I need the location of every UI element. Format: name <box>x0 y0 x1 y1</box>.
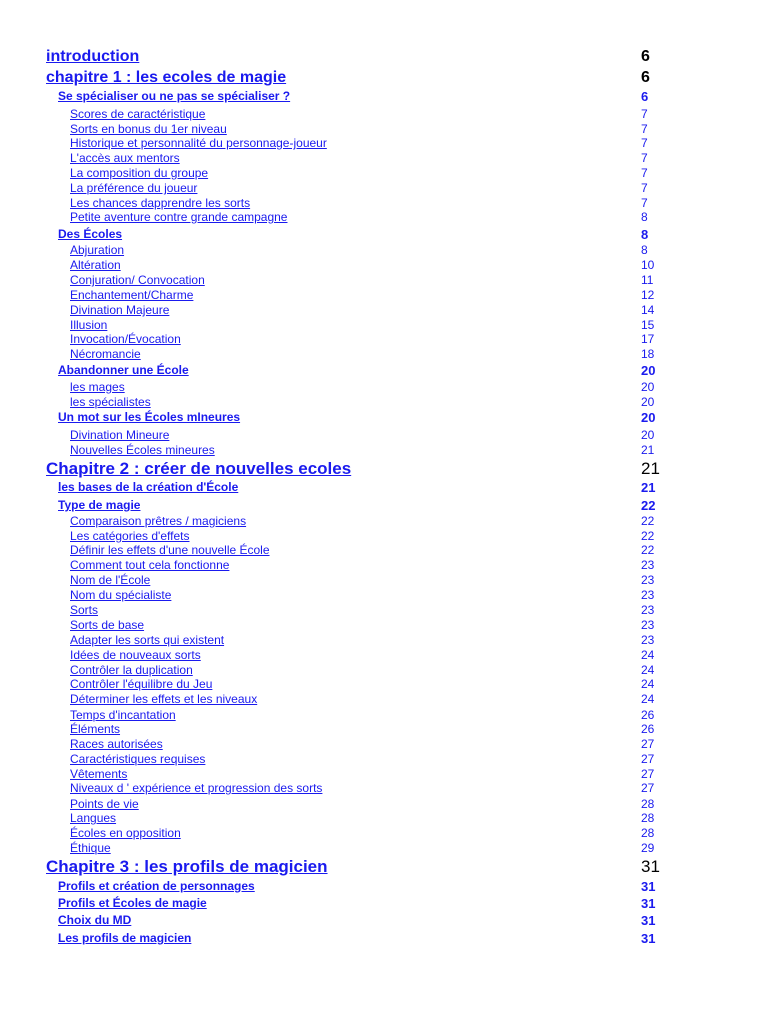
toc-entry-link[interactable]: Idées de nouveaux sorts <box>70 648 201 662</box>
toc-page-number: 29 <box>641 841 655 855</box>
toc-entry-link[interactable]: Éléments <box>70 722 121 736</box>
toc-page-number: 22 <box>641 543 655 557</box>
toc-page-number: 7 <box>641 166 648 180</box>
toc-page-number: 8 <box>641 243 648 257</box>
toc-page-number: 31 <box>641 896 656 911</box>
toc-entry-link[interactable]: Comparaison prêtres / magiciens <box>70 514 247 528</box>
toc-entry-link[interactable]: Temps d'incantation <box>70 708 176 722</box>
toc-entry-link[interactable]: Les catégories d'effets <box>70 529 190 543</box>
toc-page-number: 28 <box>641 826 655 840</box>
toc-page-number: 12 <box>641 288 655 302</box>
toc-entry-link[interactable]: Enchantement/Charme <box>70 288 194 302</box>
toc-page-number: 28 <box>641 797 655 811</box>
toc-page-number: 31 <box>641 931 656 946</box>
toc-entry-link[interactable]: Écoles en opposition <box>70 826 181 840</box>
toc-page-number: 27 <box>641 767 655 781</box>
toc-page-number: 31 <box>641 879 656 894</box>
toc-entry-link[interactable]: Vêtements <box>70 767 128 781</box>
toc-entry-link[interactable]: Petite aventure contre grande campagne <box>70 210 288 224</box>
toc-page-number: 6 <box>641 89 649 104</box>
toc-entry-link[interactable]: Définir les effets d'une nouvelle École <box>70 543 270 557</box>
toc-entry-link[interactable]: Contrôler la duplication <box>70 663 193 677</box>
toc-entry-link[interactable]: Déterminer les effets et les niveaux <box>70 692 258 706</box>
toc-page-number: 20 <box>641 380 655 394</box>
toc-entry-link[interactable]: Invocation/Évocation <box>70 332 181 346</box>
toc-entry-link[interactable]: Nouvelles Écoles mineures <box>70 443 215 457</box>
toc-entry-link[interactable]: La préférence du joueur <box>70 181 198 195</box>
toc-entry-link[interactable]: Les profils de magicien <box>58 931 192 945</box>
toc-page-number: 14 <box>641 303 655 317</box>
toc-entry-link[interactable]: Nom du spécialiste <box>70 588 172 602</box>
toc-entry-link[interactable]: Historique et personnalité du personnage-joueur <box>70 136 327 150</box>
toc-entry-link[interactable]: Points de vie <box>70 797 139 811</box>
toc-page-number: 7 <box>641 181 648 195</box>
toc-page-number: 21 <box>641 443 655 457</box>
toc-entry-link[interactable]: les spécialistes <box>70 395 151 409</box>
toc-entry-link[interactable]: Éthique <box>70 841 111 855</box>
toc-entry-link[interactable]: Profils et Écoles de magie <box>58 896 207 910</box>
toc-page-number: 23 <box>641 558 655 572</box>
toc-page-number: 26 <box>641 722 655 736</box>
toc-page-number: 24 <box>641 663 655 677</box>
toc-entry-link[interactable]: Nom de l'École <box>70 573 151 587</box>
toc-page-number: 20 <box>641 395 655 409</box>
toc-entry-link[interactable]: Sorts de base <box>70 618 145 632</box>
toc-entry-link[interactable]: La composition du groupe <box>70 166 209 180</box>
toc-page-number: 27 <box>641 752 655 766</box>
toc-entry-link[interactable]: L'accès aux mentors <box>70 151 180 165</box>
toc-entry-link[interactable]: Un mot sur les Écoles mIneures <box>58 410 241 424</box>
toc-entry-link[interactable]: Choix du MD <box>58 913 132 927</box>
toc-page-number: 26 <box>641 708 655 722</box>
toc-page-number: 22 <box>641 514 655 528</box>
toc-page-number: 15 <box>641 318 655 332</box>
toc-page-number: 7 <box>641 107 648 121</box>
toc-entry-link[interactable]: Les chances dapprendre les sorts <box>70 196 251 210</box>
toc-page-number: 28 <box>641 811 655 825</box>
toc-entry-link[interactable]: Scores de caractéristique <box>70 107 206 121</box>
toc-entry-link[interactable]: Caractéristiques requises <box>70 752 206 766</box>
toc-page-number: 21 <box>641 459 660 478</box>
toc-entry-link[interactable]: Conjuration/ Convocation <box>70 273 205 287</box>
toc-entry-link[interactable]: Adapter les sorts qui existent <box>70 633 225 647</box>
toc-page-number: 22 <box>641 498 656 513</box>
toc-page-number: 20 <box>641 410 656 425</box>
toc-entry-link[interactable]: Altération <box>70 258 121 272</box>
toc-entry-link[interactable]: les bases de la création d'École <box>58 480 239 494</box>
toc-page-number: 24 <box>641 677 655 691</box>
toc-entry-link[interactable]: Des Écoles <box>58 227 123 241</box>
toc-page-number: 23 <box>641 633 655 647</box>
toc-page-number: 22 <box>641 529 655 543</box>
toc-page-number: 27 <box>641 781 655 795</box>
toc-page-number: 7 <box>641 122 648 136</box>
toc-page-number: 23 <box>641 573 655 587</box>
toc-entry-link[interactable]: Abandonner une École <box>58 363 189 377</box>
toc-page-number: 21 <box>641 480 656 495</box>
toc-page-number: 24 <box>641 692 655 706</box>
toc-page-number: 7 <box>641 151 648 165</box>
toc-entry-link[interactable]: Profils et création de personnages <box>58 879 255 893</box>
toc-entry-link[interactable]: Sorts en bonus du 1er niveau <box>70 122 227 136</box>
toc-entry-link[interactable]: Niveaux d ' expérience et progression des sorts <box>70 781 323 795</box>
toc-page-number: 27 <box>641 737 655 751</box>
toc-page-number: 20 <box>641 428 655 442</box>
toc-entry-link[interactable]: Type de magie <box>58 498 141 512</box>
toc-page-number: 20 <box>641 363 656 378</box>
toc-entry-link[interactable]: Divination Mineure <box>70 428 170 442</box>
toc-page-number: 31 <box>641 913 656 928</box>
toc-page-number: 24 <box>641 648 655 662</box>
toc-entry-link[interactable]: Nécromancie <box>70 347 141 361</box>
toc-entry-link[interactable]: Races autorisées <box>70 737 163 751</box>
toc-page-number: 23 <box>641 588 655 602</box>
toc-page-number: 31 <box>641 857 660 876</box>
toc-page-number: 10 <box>641 258 655 272</box>
toc-page-number: 17 <box>641 332 655 346</box>
toc-entry-link[interactable]: Comment tout cela fonctionne <box>70 558 230 572</box>
toc-entry-link[interactable]: introduction <box>46 48 140 65</box>
toc-page-number: 7 <box>641 136 648 150</box>
toc-entry-link[interactable]: Contrôler l'équilibre du Jeu <box>70 677 213 691</box>
toc-page-number: 6 <box>641 48 650 65</box>
toc-page-number: 7 <box>641 196 648 210</box>
toc-entry-link[interactable]: Sorts <box>70 603 99 617</box>
toc-page-number: 11 <box>641 273 654 287</box>
toc-page-number: 8 <box>641 210 648 224</box>
toc-page-number: 23 <box>641 603 655 617</box>
toc-entry-link[interactable]: Langues <box>70 811 117 825</box>
toc-page-number: 18 <box>641 347 655 361</box>
toc-entry-link[interactable]: Chapitre 3 : les profils de magicien <box>46 857 328 876</box>
toc-page-number: 23 <box>641 618 655 632</box>
toc-entry-link[interactable]: chapitre 1 : les ecoles de magie <box>46 69 287 86</box>
toc-entry-link[interactable]: Illusion <box>70 318 108 332</box>
toc-entry-link[interactable]: Chapitre 2 : créer de nouvelles ecoles <box>46 459 352 478</box>
toc-entry-link[interactable]: Se spécialiser ou ne pas se spécialiser ? <box>58 89 291 103</box>
toc-entry-link[interactable]: Divination Majeure <box>70 303 170 317</box>
toc-page-number: 6 <box>641 69 650 86</box>
toc-entry-link[interactable]: Abjuration <box>70 243 125 257</box>
toc-entry-link[interactable]: les mages <box>70 380 125 394</box>
toc-page-number: 8 <box>641 227 649 242</box>
